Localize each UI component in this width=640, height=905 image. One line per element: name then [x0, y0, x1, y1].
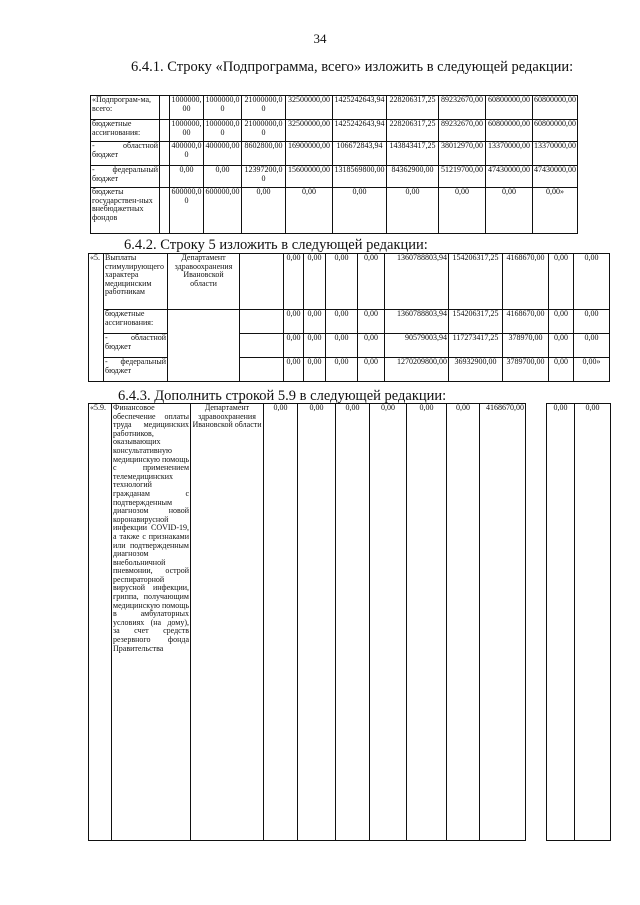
value-cell: 0,00: [439, 188, 486, 234]
table-row-5-9: [88, 403, 611, 841]
value-cell: 3789700,00: [503, 358, 549, 382]
value-cell: 117273417,25: [449, 334, 503, 358]
value-cell: 0,00: [284, 334, 304, 358]
value-cell: 84362900,00: [387, 166, 439, 188]
value-cell: 1000000,00: [204, 96, 242, 120]
empty-cell: [240, 310, 284, 334]
executor-cell: Департамент здравоохранения Ивановской области: [168, 254, 240, 310]
value-cell: 21000000,00: [242, 120, 286, 142]
value-cell: 400000,00: [170, 142, 204, 166]
value-cell: 0,00»: [574, 358, 610, 382]
value-cell: 12397200,00: [242, 166, 286, 188]
value-cell: 21000000,00: [242, 96, 286, 120]
empty-cell: [240, 358, 284, 382]
value-cell: 89232670,00: [439, 120, 486, 142]
value-cell: 0,00: [574, 310, 610, 334]
empty-cell: [168, 310, 240, 382]
value-cell: 1425242643,94: [333, 96, 387, 120]
value-cell: 0,00: [407, 404, 447, 841]
value-cell: 228206317,25: [387, 120, 439, 142]
row-label: Финансовое обеспечение оплаты труда медицинских работников, оказывающих консультативную медицинскую помощь с применением телемедицинских технологий гражданам с подтвержденным диагнозом новой коронавирусной инфекции COVID-19, а также с признаками или подтвержденным диагнозом внебольничной пневмонии, острой респираторной вирусной инфекции, гриппа, получающим медицинскую помощь в амбулаторных условиях (на дому), за счет средств резервного фонда Правительства: [112, 404, 191, 841]
table-row: [89, 310, 610, 334]
value-cell: 1318569800,00: [333, 166, 387, 188]
empty-cell: [160, 188, 170, 234]
value-cell: 600000,00: [170, 188, 204, 234]
value-cell: 1360788803,94: [385, 254, 449, 310]
table-row: [89, 334, 610, 358]
value-cell: 0,00: [358, 310, 385, 334]
value-cell: 0,00: [304, 254, 326, 310]
value-cell: 60800000,00: [533, 96, 578, 120]
value-cell: 89232670,00: [439, 96, 486, 120]
row-number: «5.: [89, 254, 104, 382]
value-cell: 0,00: [447, 404, 480, 841]
value-cell: 4168670,00: [503, 310, 549, 334]
table-row: [91, 188, 578, 234]
value-cell: 0,00: [326, 334, 358, 358]
value-cell: 0,00: [549, 310, 574, 334]
value-cell: 1360788803,94: [385, 310, 449, 334]
value-cell: 0,00: [304, 310, 326, 334]
value-cell: 13370000,00: [533, 142, 578, 166]
table-row-5: [88, 253, 610, 382]
row-label: - областной бюджет: [91, 142, 160, 166]
value-cell: 400000,00: [204, 142, 242, 166]
row-number: «5.9.: [89, 404, 112, 841]
value-cell: 0,00: [336, 404, 370, 841]
row-label: Выплаты стимулирующего характера медицинским работникам: [104, 254, 168, 310]
empty-cell: [160, 166, 170, 188]
value-cell: 143843417,25: [387, 142, 439, 166]
section-heading-6-4-2: 6.4.2. Строку 5 изложить в следующей редакции:: [124, 237, 428, 253]
row-label: бюджетные ассигнования:: [104, 310, 168, 334]
section-heading-6-4-1: 6.4.1. Строку «Подпрограмма, всего» изложить в следующей редакции:: [131, 59, 574, 75]
value-cell: 0,00: [486, 188, 533, 234]
value-cell: 1270209800,00: [385, 358, 449, 382]
value-cell: 0,00: [264, 404, 298, 841]
value-cell: 60800000,00: [486, 120, 533, 142]
empty-cell: [160, 120, 170, 142]
page-number: 34: [313, 31, 327, 46]
value-cell: 0,00: [284, 254, 304, 310]
value-cell: 0,00: [304, 334, 326, 358]
table-row: [91, 166, 578, 188]
value-cell: 0,00: [170, 166, 204, 188]
value-cell: 0,00: [333, 188, 387, 234]
value-cell: 0,00: [284, 358, 304, 382]
value-cell: 600000,00: [204, 188, 242, 234]
empty-cell: [240, 334, 284, 358]
value-cell: 4168670,00: [480, 404, 526, 841]
value-cell: 0,00: [358, 254, 385, 310]
value-cell: 1000000,00: [170, 120, 204, 142]
value-cell: 378970,00: [503, 334, 549, 358]
row-label: - федеральный бюджет: [104, 358, 168, 382]
executor-cell: Департамент здравоохранения Ивановской области: [191, 404, 264, 841]
table-subprogram-total: [90, 95, 578, 234]
value-cell: 16900000,00: [286, 142, 333, 166]
value-cell: 154206317,25: [449, 254, 503, 310]
value-cell: 0,00: [204, 166, 242, 188]
value-cell: 0,00: [549, 358, 574, 382]
value-cell: 60800000,00: [533, 120, 578, 142]
value-cell: 0,00: [326, 254, 358, 310]
value-cell: 0,00: [547, 404, 575, 841]
value-cell: 228206317,25: [387, 96, 439, 120]
value-cell: 0,00: [242, 188, 286, 234]
value-cell: 0,00: [358, 334, 385, 358]
value-cell: 1425242643,94: [333, 120, 387, 142]
value-cell: 0,00: [549, 254, 574, 310]
value-cell: 0,00: [574, 334, 610, 358]
value-cell: 4168670,00: [503, 254, 549, 310]
value-cell: 47430000,00: [486, 166, 533, 188]
empty-cell: [160, 96, 170, 120]
table-row: [89, 254, 610, 310]
value-cell: 90579003,94: [385, 334, 449, 358]
value-cell: 8602800,00: [242, 142, 286, 166]
value-cell: 60800000,00: [486, 96, 533, 120]
table-row: [89, 404, 611, 841]
row-label: - областной бюджет: [104, 334, 168, 358]
value-cell: 1000000,00: [204, 120, 242, 142]
value-cell: 15600000,00: [286, 166, 333, 188]
value-cell: 0,00: [575, 404, 611, 841]
table-row: [89, 358, 610, 382]
value-cell: 0,00: [326, 358, 358, 382]
row-label: «Подпрограм-ма, всего:: [91, 96, 160, 120]
value-cell: 106672843,94: [333, 142, 387, 166]
value-cell: 0,00: [574, 254, 610, 310]
empty-cell: [160, 142, 170, 166]
value-cell: 47430000,00: [533, 166, 578, 188]
row-label: бюджетные ассигнования:: [91, 120, 160, 142]
value-cell: 32500000,00: [286, 120, 333, 142]
value-cell: 0,00: [304, 358, 326, 382]
table-row: [91, 120, 578, 142]
value-cell: 0,00: [284, 310, 304, 334]
section-heading-6-4-3: 6.4.3. Дополнить строкой 5.9 в следующей редакции:: [118, 388, 447, 404]
value-cell: 13370000,00: [486, 142, 533, 166]
table-row: [91, 96, 578, 120]
value-cell: 154206317,25: [449, 310, 503, 334]
value-cell: 0,00»: [533, 188, 578, 234]
empty-cell: [526, 404, 547, 841]
value-cell: 1000000,00: [170, 96, 204, 120]
empty-cell: [240, 254, 284, 310]
value-cell: 0,00: [387, 188, 439, 234]
value-cell: 32500000,00: [286, 96, 333, 120]
value-cell: 0,00: [370, 404, 407, 841]
row-label: - федеральный бюджет: [91, 166, 160, 188]
value-cell: 51219700,00: [439, 166, 486, 188]
value-cell: 0,00: [358, 358, 385, 382]
value-cell: 0,00: [326, 310, 358, 334]
value-cell: 0,00: [549, 334, 574, 358]
value-cell: 38012970,00: [439, 142, 486, 166]
table-row: [91, 142, 578, 166]
value-cell: 0,00: [286, 188, 333, 234]
row-label: бюджеты государствен-ных внебюджетных фондов: [91, 188, 160, 234]
value-cell: 36932900,00: [449, 358, 503, 382]
value-cell: 0,00: [298, 404, 336, 841]
